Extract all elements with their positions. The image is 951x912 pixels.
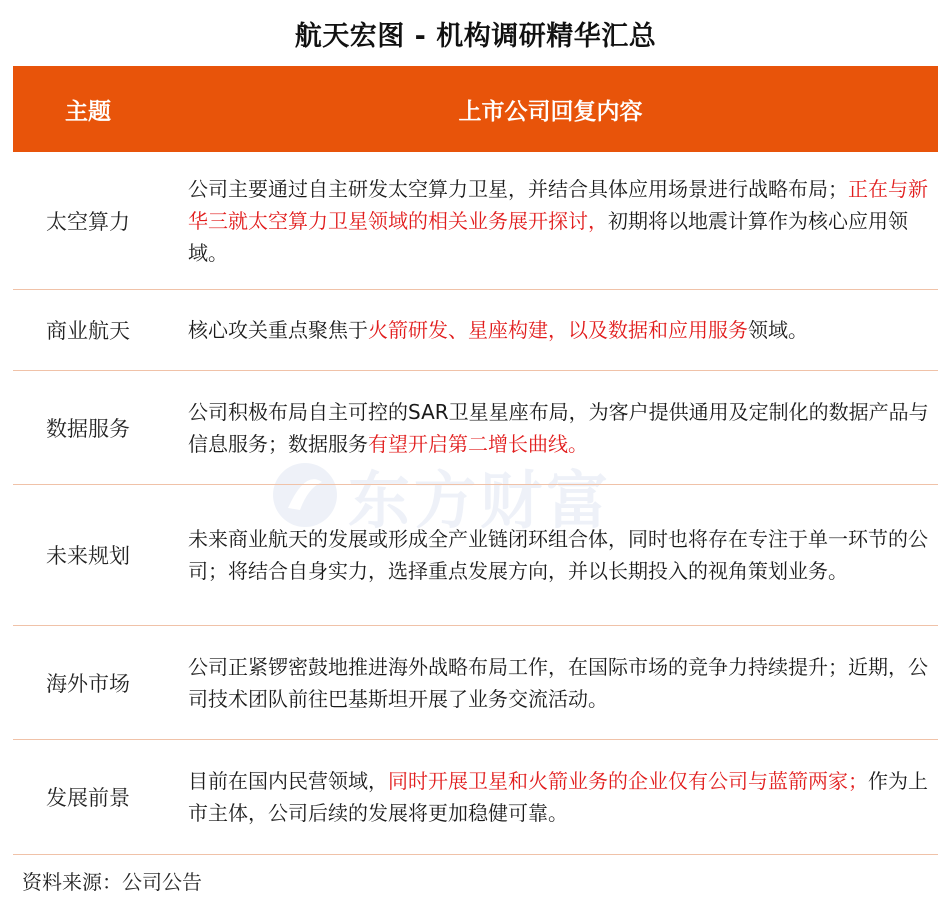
table-header [13, 66, 938, 152]
row-content [163, 765, 938, 829]
highlighted-text: 火箭研发、星座构建，以及数据和应用服务 [368, 318, 748, 342]
content-text: 作为上市主体，公司后续的发展将更加稳健可靠。 [188, 769, 928, 825]
row-content [163, 173, 938, 269]
table-row [13, 740, 938, 855]
row-content [163, 651, 938, 715]
row-topic: 商业航天 [46, 319, 130, 343]
highlighted-text: 有望开启第二增长曲线。 [368, 431, 588, 456]
source-note: 资料来源：公司公告 [22, 870, 202, 894]
row-topic: 数据服务 [46, 416, 130, 441]
highlighted-text: 正在与新华三就太空算力卫星领域的相关业务展开探讨， [188, 176, 928, 233]
row-content [163, 396, 938, 460]
content-text: 公司积极布局自主可控的SAR卫星星座布局，为客户提供通用及定制化的数据产品与信息服务；数据服务 [188, 399, 929, 456]
highlighted-text: 同时开展卫星和火箭业务的企业仅有公司与蓝箭两家； [388, 769, 868, 793]
row-topic: 未来规划 [46, 544, 130, 568]
table-row [13, 485, 938, 626]
content-text: 公司正紧锣密鼓地推进海外战略布局工作，在国际市场的竞争力持续提升；近期，公司技术团队前往巴基斯坦开展了业务交流活动。 [188, 654, 928, 711]
content-text: 公司主要通过自主研发太空算力卫星，并结合具体应用场景进行战略布局； [188, 176, 848, 201]
row-topic: 发展前景 [46, 786, 130, 810]
content-text: 目前在国内民营领域， [188, 769, 388, 793]
content-text: 未来商业航天的发展或形成全产业链闭环组合体，同时也将存在专注于单一环节的公司；将结合自身实力，选择重点发展方向，并以长期投入的视角策划业务。 [188, 527, 928, 583]
summary-table [13, 66, 938, 855]
table-body [13, 152, 938, 855]
table-row [13, 626, 938, 740]
content-text: 领域。 [748, 318, 808, 342]
page-title: 航天宏图 - 机构调研精华汇总 [294, 21, 657, 52]
table-row [13, 290, 938, 371]
watermark-text: 东方财富 [348, 463, 613, 537]
table-row [13, 371, 938, 485]
table-row [13, 152, 938, 290]
row-topic: 海外市场 [46, 671, 130, 696]
row-topic: 太空算力 [46, 209, 130, 234]
header-topic: 主题 [65, 98, 111, 125]
header-content: 上市公司回复内容 [458, 98, 643, 125]
content-text: 核心攻关重点聚焦于 [188, 318, 368, 342]
row-content [163, 314, 938, 346]
row-content [163, 523, 938, 587]
content-text: 初期将以地震计算作为核心应用领域。 [188, 208, 908, 265]
